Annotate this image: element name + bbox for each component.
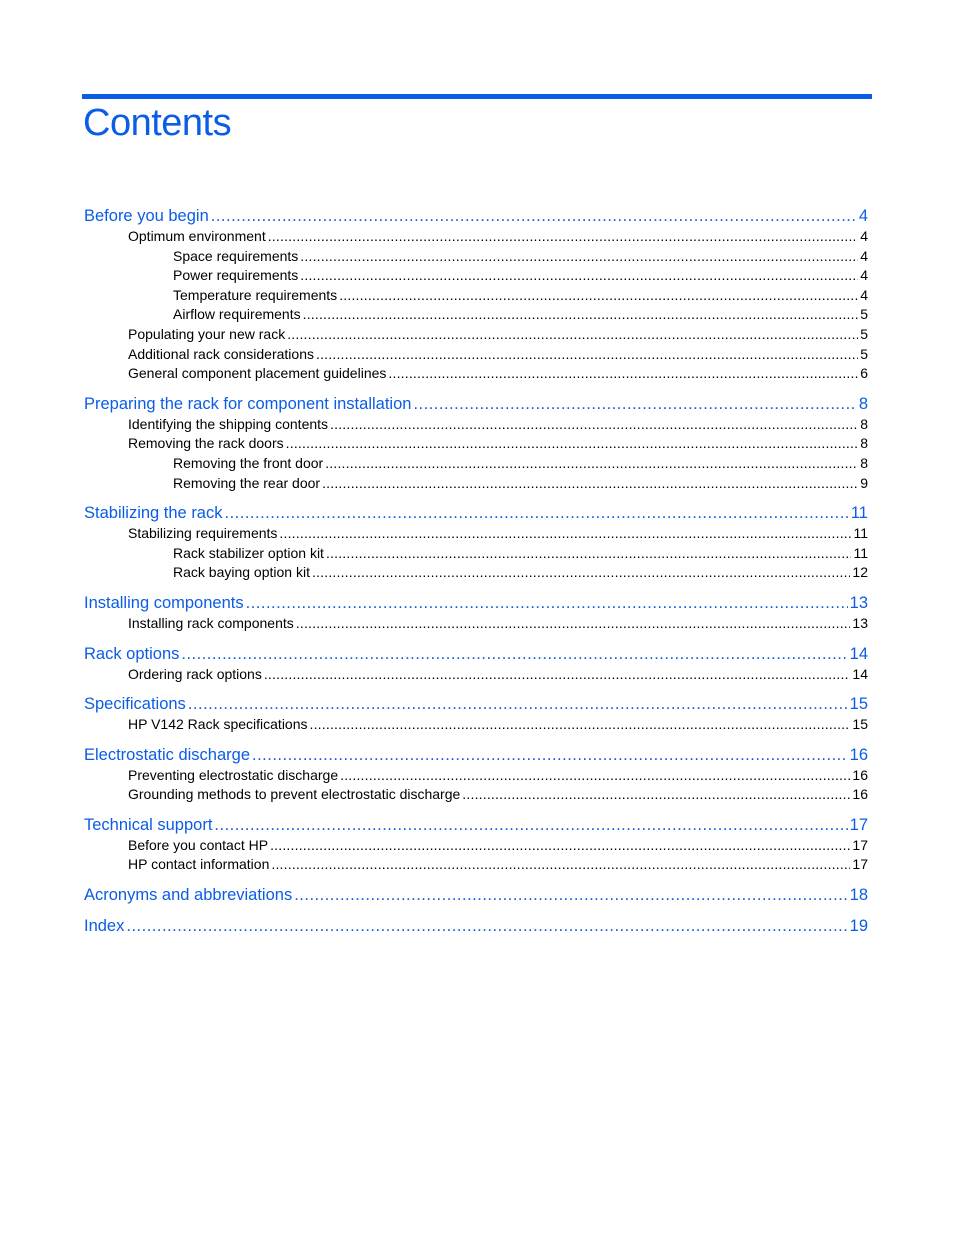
toc-page-number: 15 xyxy=(852,716,868,733)
toc-page-number: 9 xyxy=(860,474,868,491)
toc-page-number: 14 xyxy=(852,665,868,682)
toc-leader xyxy=(270,836,850,856)
toc-leader xyxy=(316,345,858,365)
toc-page-number: 18 xyxy=(849,886,868,905)
toc-entry-label: Temperature requirements xyxy=(173,286,338,303)
toc-entry-installing-components[interactable] xyxy=(84,592,868,614)
toc-entry-preventing-discharge[interactable] xyxy=(84,766,868,786)
toc-leader xyxy=(296,614,851,634)
toc-leader xyxy=(271,855,850,875)
toc-leader xyxy=(286,434,859,454)
toc-leader xyxy=(325,454,858,474)
toc-page-number: 5 xyxy=(860,345,868,362)
toc-entry-electrostatic-discharge[interactable] xyxy=(84,744,868,766)
toc-page-number: 11 xyxy=(853,544,868,561)
toc-page-number: 6 xyxy=(860,365,868,382)
toc-leader xyxy=(462,785,850,805)
toc-page-number: 8 xyxy=(860,454,868,471)
toc-leader xyxy=(413,393,856,415)
toc-entry-contact-information[interactable] xyxy=(84,855,868,875)
toc-page-number: 17 xyxy=(852,836,868,853)
toc-entry-stabilizing-rack[interactable] xyxy=(84,502,868,524)
toc-entry-temperature-requirements[interactable] xyxy=(84,286,868,306)
toc-leader xyxy=(181,643,847,665)
toc-leader xyxy=(279,524,851,544)
toc-page-number: 8 xyxy=(858,394,868,413)
top-rule xyxy=(82,94,872,99)
toc-page-number: 19 xyxy=(849,917,868,936)
toc-entry-placement-guidelines[interactable] xyxy=(84,364,868,384)
toc-leader xyxy=(340,766,850,786)
toc-entry-optimum-environment[interactable] xyxy=(84,227,868,247)
toc-entry-shipping-contents[interactable] xyxy=(84,415,868,435)
toc-page-number: 14 xyxy=(849,644,868,663)
toc-leader xyxy=(287,325,858,345)
toc-entry-label: Power requirements xyxy=(173,267,299,284)
toc-page-number: 15 xyxy=(849,695,868,714)
toc-entry-power-requirements[interactable] xyxy=(84,266,868,286)
toc-leader xyxy=(252,744,848,766)
toc-entry-label: Acronyms and abbreviations xyxy=(84,886,293,905)
toc-entry-label: Rack stabilizer option kit xyxy=(173,544,324,561)
toc-page-number: 4 xyxy=(860,267,868,284)
toc-entry-airflow-requirements[interactable] xyxy=(84,305,868,325)
toc-entry-label: Removing the rear door xyxy=(173,474,321,491)
toc-leader xyxy=(268,227,858,247)
toc-page-number: 16 xyxy=(852,766,868,783)
toc-entry-label: Rack baying option kit xyxy=(173,564,310,581)
toc-page-number: 4 xyxy=(860,247,868,264)
toc-entry-label: Ordering rack options xyxy=(128,665,262,682)
toc-entry-acronyms[interactable] xyxy=(84,884,868,906)
toc-page-number: 5 xyxy=(860,306,868,323)
toc-entry-ordering-options[interactable] xyxy=(84,665,868,685)
toc-entry-label: Removing the rack doors xyxy=(128,435,284,452)
toc-entry-technical-support[interactable] xyxy=(84,814,868,836)
toc-leader xyxy=(339,286,858,306)
toc-entry-label: Index xyxy=(84,917,125,936)
toc-page-number: 13 xyxy=(849,593,868,612)
toc-leader xyxy=(330,415,858,435)
toc-page-number: 8 xyxy=(860,415,868,432)
toc-entry-label: Before you begin xyxy=(84,207,209,225)
toc-page-number: 16 xyxy=(852,786,868,803)
toc-page-number: 13 xyxy=(852,614,868,631)
toc-leader xyxy=(246,592,848,614)
toc-entry-label: Technical support xyxy=(84,815,213,834)
toc-leader xyxy=(214,814,847,836)
toc-leader xyxy=(188,693,848,715)
toc-entry-label: Grounding methods to prevent electrostatic discharge xyxy=(128,786,461,803)
toc-leader xyxy=(300,266,858,286)
toc-entry-label: Rack options xyxy=(84,644,180,663)
toc-leader xyxy=(211,205,857,227)
table-of-contents xyxy=(84,205,868,937)
toc-entry-label: Preventing electrostatic discharge xyxy=(128,766,339,783)
toc-entry-label: Identifying the shipping contents xyxy=(128,415,329,432)
toc-entry-specifications[interactable] xyxy=(84,693,868,715)
toc-entry-preparing-rack[interactable] xyxy=(84,393,868,415)
toc-entry-label: Installing components xyxy=(84,593,244,612)
toc-entry-label: Before you contact HP xyxy=(128,836,269,853)
toc-page-number: 5 xyxy=(860,325,868,342)
toc-entry-before-you-begin[interactable] xyxy=(84,205,868,227)
toc-entry-stabilizer-kit[interactable] xyxy=(84,544,868,564)
toc-page-number: 16 xyxy=(849,745,868,764)
toc-page-number: 17 xyxy=(849,815,868,834)
toc-entry-index[interactable] xyxy=(84,915,868,937)
toc-leader xyxy=(300,247,858,267)
toc-entry-front-door[interactable] xyxy=(84,454,868,474)
toc-entry-label: Preparing the rack for component installation xyxy=(84,394,412,413)
toc-entry-label: Stabilizing the rack xyxy=(84,504,223,523)
toc-page-number: 11 xyxy=(850,504,868,523)
toc-leader xyxy=(312,563,850,583)
toc-leader xyxy=(264,665,851,685)
toc-entry-rear-door[interactable] xyxy=(84,474,868,494)
toc-entry-before-contact[interactable] xyxy=(84,836,868,856)
toc-page-number: 11 xyxy=(853,525,868,542)
toc-leader xyxy=(310,715,851,735)
page-title: Contents xyxy=(83,102,232,144)
toc-entry-label: HP contact information xyxy=(128,856,270,873)
toc-entry-label: Space requirements xyxy=(173,247,299,264)
toc-entry-label: Airflow requirements xyxy=(173,306,301,323)
toc-entry-label: Optimum environment xyxy=(128,228,266,244)
toc-entry-label: General component placement guidelines xyxy=(128,365,387,382)
toc-entry-baying-kit[interactable] xyxy=(84,563,868,583)
toc-entry-label: Populating your new rack xyxy=(128,325,286,342)
toc-entry-populating-rack[interactable] xyxy=(84,325,868,345)
toc-entry-removing-doors[interactable] xyxy=(84,434,868,454)
toc-page-number: 8 xyxy=(860,435,868,452)
toc-leader xyxy=(388,364,858,384)
toc-page-number: 4 xyxy=(860,228,868,244)
toc-leader xyxy=(126,915,847,937)
toc-leader xyxy=(322,474,858,494)
toc-leader xyxy=(326,544,852,564)
toc-leader xyxy=(294,884,847,906)
toc-entry-label: Additional rack considerations xyxy=(128,345,314,362)
toc-entry-label: Installing rack components xyxy=(128,614,294,631)
toc-leader xyxy=(225,502,849,524)
toc-entry-grounding-methods[interactable] xyxy=(84,785,868,805)
toc-page-number: 17 xyxy=(852,856,868,873)
toc-entry-label: Specifications xyxy=(84,695,186,714)
toc-entry-label: Electrostatic discharge xyxy=(84,745,250,764)
toc-page-number: 12 xyxy=(852,564,868,581)
toc-entry-additional-considerations[interactable] xyxy=(84,345,868,365)
toc-entry-label: Stabilizing requirements xyxy=(128,525,278,542)
toc-page-number: 4 xyxy=(858,207,868,225)
toc-entry-rack-options[interactable] xyxy=(84,643,868,665)
toc-entry-label: Removing the front door xyxy=(173,454,324,471)
toc-entry-label: HP V142 Rack specifications xyxy=(128,716,308,733)
toc-entry-v142-specifications[interactable] xyxy=(84,715,868,735)
toc-leader xyxy=(303,305,859,325)
toc-entry-installing-rack-components[interactable] xyxy=(84,614,868,634)
toc-entry-space-requirements[interactable] xyxy=(84,247,868,267)
toc-page-number: 4 xyxy=(860,286,868,303)
toc-entry-stabilizing-requirements[interactable] xyxy=(84,524,868,544)
